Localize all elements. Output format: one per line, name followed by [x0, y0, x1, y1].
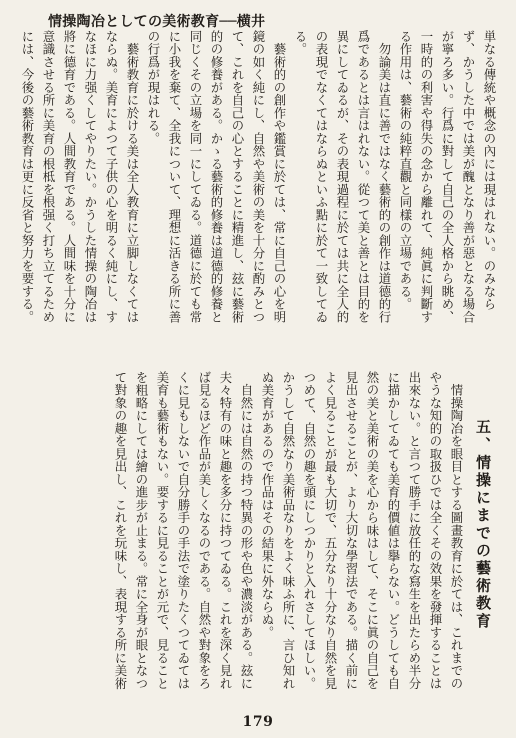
section-title: 五、情操にまでの藝術教育: [474, 419, 492, 631]
paragraph: 藝術教育に於ける美は全人教育に立脚しなくてはならぬ。美育によつて子供の心を明るく純にし、すなほに力强くしてやりたい。かうした情操の陶冶は將に德育である。人間教育である。人間味を十分に意識させる所に美育の根柢を根强く打ち立てるためには、今後の藝術教育は更に反省と努力を要する。: [20, 30, 140, 324]
paragraph: 単なる傳統や概念の內には現はれない。のみならず、かうした中では美が醜となり善が惡となる場合が寧ろ多い。行爲に對して自己の全人格から眺め、一時的の利害や得失の念から離れて、純眞に判斷する作用は、藝術の純粹直觀と同樣の立場である。: [398, 30, 497, 324]
paragraph: 自然には自然の持つ特異の形や色や濃淡がある。玆に夫々特有の味と趣を多分に持つてゐる。これを深く見れば見るほど作品が美しくなるのである。自然や對象をろくに見もしないで自分勝手の手法で塗りたくつてゐては美育も藝術もない。要するに見ることが元で、見ることを粗略にしては繪の進步が止まる。常に全身が眼となつて對象の趣を見出し、これを玩味し、表現する所に美術: [113, 371, 254, 690]
paragraph: 情操陶冶を眼目とする圖畫教育に於ては、これまでのやうな知的の取扱ひでは全くその效果を發揮することは出來ない。と言つて勝手に放任的な寫生を出たらめ半分に描かしてゐても美育的價値は擧らない。どうしても自然の美と美術の美を心から味はして、そこに眞の自己を見出させることが、より大切な學習法である。描く前によく見ることが最も大切で、五分なり十分なり自然を見つめて、自然の趣を頭にしつかりと入れさしてほしい。かうして自然なり美術品なりをよく味ふ所に、言ひ知れぬ美育があるので作品はその結果に外ならぬ。: [260, 371, 464, 690]
paragraph: 勿論美は直に善ではなく藝術的の創作は道德的行爲であるとは言はれない。從つて美と善とは目的を異にしてゐるが、その表現過程に於ては共に全人的の表現でなくてはならぬといふ點に於て一致してゐる。: [293, 30, 392, 324]
lower-text-block: [38, 371, 498, 701]
page-number: 179: [242, 714, 274, 730]
upper-text-block: [20, 30, 500, 332]
paragraph: 藝術的の創作や鑑賞に於ては、常に自己の心を明鏡の如く純にし、自然や美術の美を十分に酌みとつて、これを自己の心とすることに精進し、玆に藝術的の修養がある。かゝる藝術的修養は道德的修養と同じくその立場を同一にしてゐる。道德に於ても常に小我を棄て、全我について、理想に活きる所に善の行爲が現はれる。: [146, 30, 287, 324]
running-head: 情操陶冶としての美術教育──横井: [48, 14, 266, 30]
